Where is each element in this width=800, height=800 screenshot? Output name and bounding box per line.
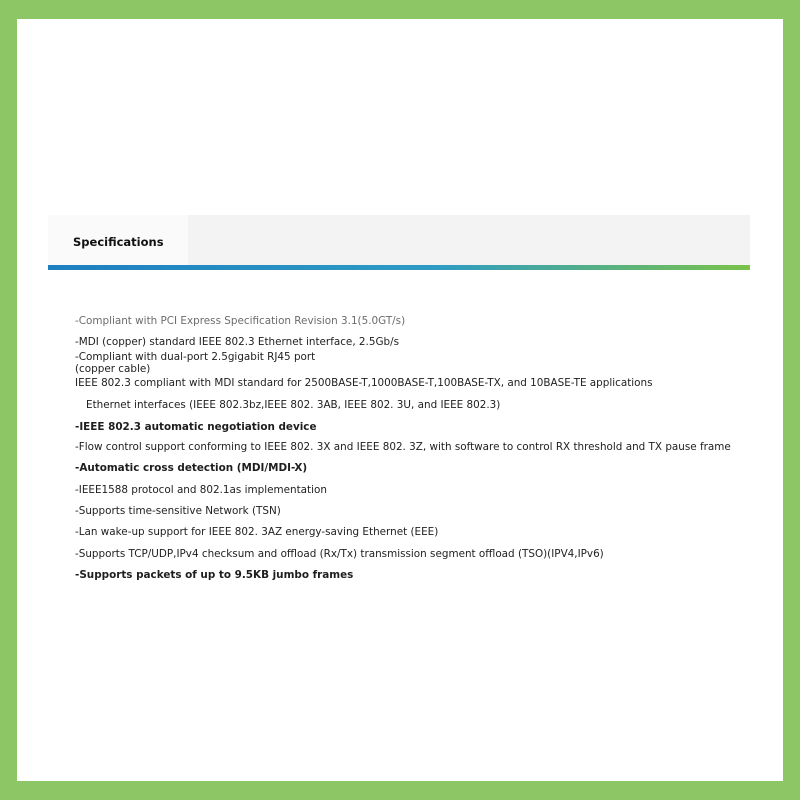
spec-item: -Compliant with PCI Express Specification Revision 3.1(5.0GT/s) bbox=[75, 315, 406, 327]
spec-item: IEEE 802.3 compliant with MDI standard for 2500BASE-T,1000BASE-T,100BASE-TX, and 10BASE-TE applications bbox=[75, 377, 653, 389]
spec-item: -Lan wake-up support for IEEE 802. 3AZ energy-saving Ethernet (EEE) bbox=[75, 526, 439, 538]
spec-item: -Compliant with dual-port 2.5gigabit RJ45 port bbox=[75, 351, 316, 363]
spec-item: -Automatic cross detection (MDI/MDI-X) bbox=[75, 462, 308, 474]
tab-label: Specifications bbox=[73, 235, 164, 249]
spec-item: -IEEE 802.3 automatic negotiation device bbox=[75, 421, 317, 433]
spec-item: -MDI (copper) standard IEEE 802.3 Ethernet interface, 2.5Gb/s bbox=[75, 336, 400, 348]
spec-item: Ethernet interfaces (IEEE 802.3bz,IEEE 802. 3AB, IEEE 802. 3U, and IEEE 802.3) bbox=[86, 399, 501, 411]
spec-item: -IEEE1588 protocol and 802.1as implementation bbox=[75, 484, 327, 496]
spec-item: -Supports packets of up to 9.5KB jumbo frames bbox=[75, 569, 354, 581]
spec-item: -Flow control support conforming to IEEE 802. 3X and IEEE 802. 3Z, with software to control RX threshold and TX pause frame bbox=[75, 441, 731, 453]
spec-item: -Supports TCP/UDP,IPv4 checksum and offload (Rx/Tx) transmission segment offload (TSO)(IPV4,IPv6) bbox=[75, 548, 604, 560]
spec-item: (copper cable) bbox=[75, 363, 151, 375]
spec-item: -Supports time-sensitive Network (TSN) bbox=[75, 505, 281, 517]
